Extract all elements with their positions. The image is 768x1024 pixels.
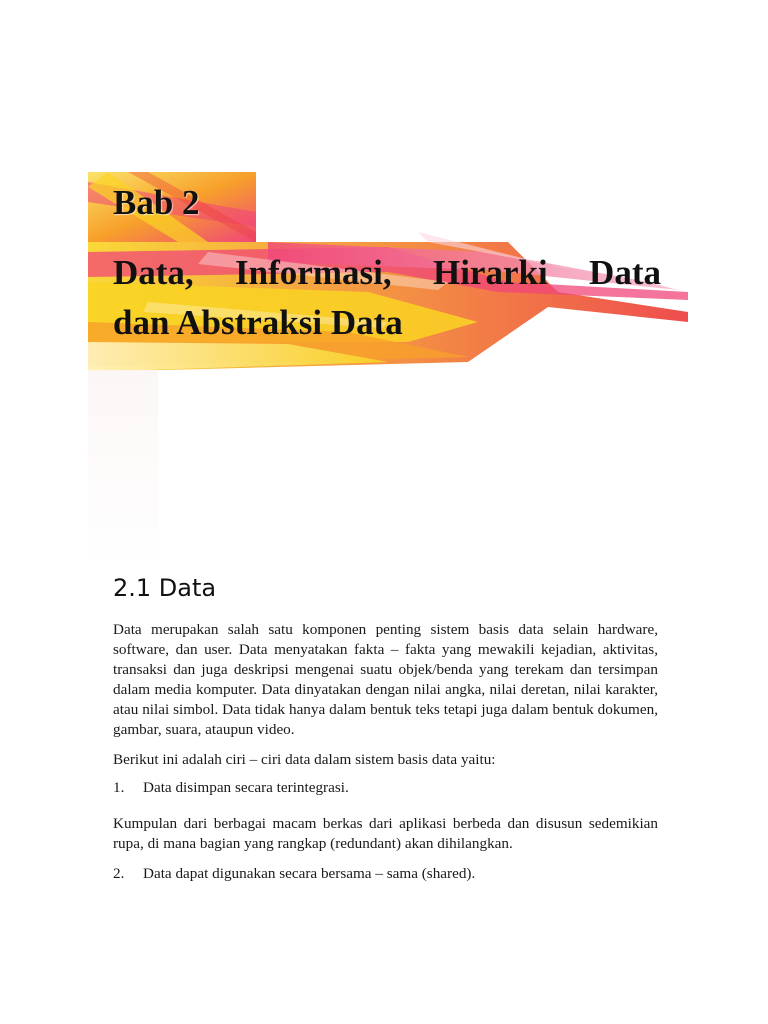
list-item-text: Data dapat digunakan secara bersama – sama (shared).: [143, 865, 476, 882]
chapter-title: [113, 248, 661, 348]
list-item-number: 2.: [113, 865, 125, 882]
decorative-fade-bar: [88, 370, 158, 570]
intro-paragraph: Data merupakan salah satu komponen penting sistem basis data selain hardware, software, dan user. Data menyatakan fakta – fakta yang mewakili kejadian, aktivitas, transaksi dan juga deskripsi mengenai suatu objek/benda yang terekam dan tersimpan dalam media komputer. Data dinyatakan dengan nilai angka, nilai deretan, nilai karakter, atau nilai simbol. Data tidak hanya dalam bentuk teks tetapi juga dalam bentuk dokumen, gambar, suara, ataupun video.: [113, 621, 658, 738]
section-heading: 2.1 Data: [113, 574, 217, 602]
chapter-title-line-2: dan Abstraksi Data: [113, 303, 403, 342]
kumpulan-paragraph: Kumpulan dari berbagai macam berkas dari aplikasi berbeda dan disusun sedemikian rupa, di mana bagian yang rangkap (redundant) akan dihilangkan.: [113, 815, 658, 852]
chapter-label: Bab 2: [113, 183, 200, 222]
body-content: [113, 620, 658, 884]
list-item-number: 1.: [113, 779, 125, 796]
list-item-text: Data disimpan secara terintegrasi.: [143, 779, 349, 796]
chapter-title-line-1: Data, Informasi, Hirarki Data: [113, 253, 661, 292]
list-item: [113, 864, 658, 884]
list-item: [113, 778, 658, 798]
lead-paragraph: Berikut ini adalah ciri – ciri data dalam sistem basis data yaitu:: [113, 751, 496, 768]
